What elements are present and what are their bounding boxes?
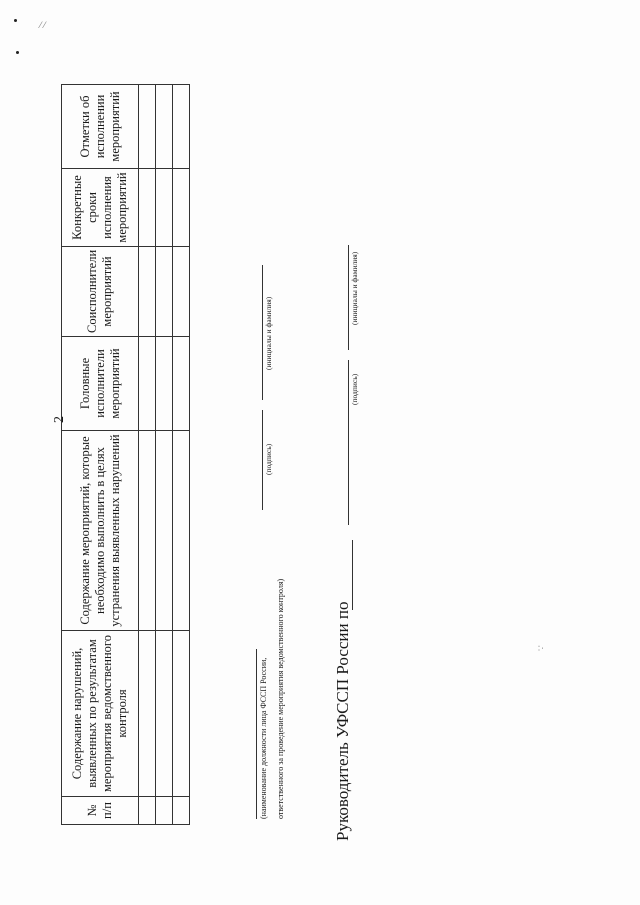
table-cell [156,337,173,431]
table-cell [156,247,173,337]
header-completion-notes: Отметки об исполнении мероприятий [62,85,139,169]
header-co-executors: Соисполнители мероприятий [62,247,139,337]
head-initials-caption: (инициалы и фамилия) [350,251,359,325]
table-cell [139,247,156,337]
table-cell [173,169,190,247]
table-row [173,85,190,825]
measures-table [61,84,190,825]
table-cell [139,631,156,797]
table-cell [173,631,190,797]
table-cell [156,85,173,169]
table-row [139,85,156,825]
table-cell [156,797,173,825]
head-initials-line [348,245,349,350]
table-cell [139,797,156,825]
table-cell [139,85,156,169]
head-region-line [352,540,353,610]
head-title: Руководитель УФССП России по [333,601,352,841]
header-lead-executors: Головные исполнители мероприятий [62,337,139,431]
table-cell [156,169,173,247]
initials-line [262,265,263,400]
initials-caption: (инициалы и фамилия) [264,296,273,370]
signature-caption: (подпись) [264,443,273,475]
table-cell [173,85,190,169]
table-header-row [62,85,139,825]
header-violations: Содержание нарушений, выявленных по результатам мероприятия ведомственного контроля [62,631,139,797]
table-row [156,85,173,825]
header-deadlines: Конкретные сроки исполнения мероприятий [62,169,139,247]
table-cell [139,337,156,431]
table-cell [156,631,173,797]
head-signature-caption: (подпись) [350,373,359,405]
header-measures: Содержание мероприятий, которые необходимо выполнить в целях устранения выявленных нарушений [62,431,139,631]
scan-mark: ∵ [536,645,546,651]
table-cell [156,431,173,631]
position-line [256,649,257,819]
table-cell [139,169,156,247]
header-number: № п/п [62,797,139,825]
table-cell [173,797,190,825]
scan-mark: ⁄ ⁄ [40,20,46,30]
position-caption-line-1: (наименование должности лица ФССП России, [259,657,268,819]
table-cell [139,431,156,631]
head-signature-line [348,360,349,525]
table-cell [173,337,190,431]
position-caption-line-2: ответственного за проведение мероприятия ведомственного контроля) [276,578,285,819]
signature-line [262,410,263,510]
page-number: 2 [52,416,67,423]
table-cell [173,431,190,631]
table-cell [173,247,190,337]
